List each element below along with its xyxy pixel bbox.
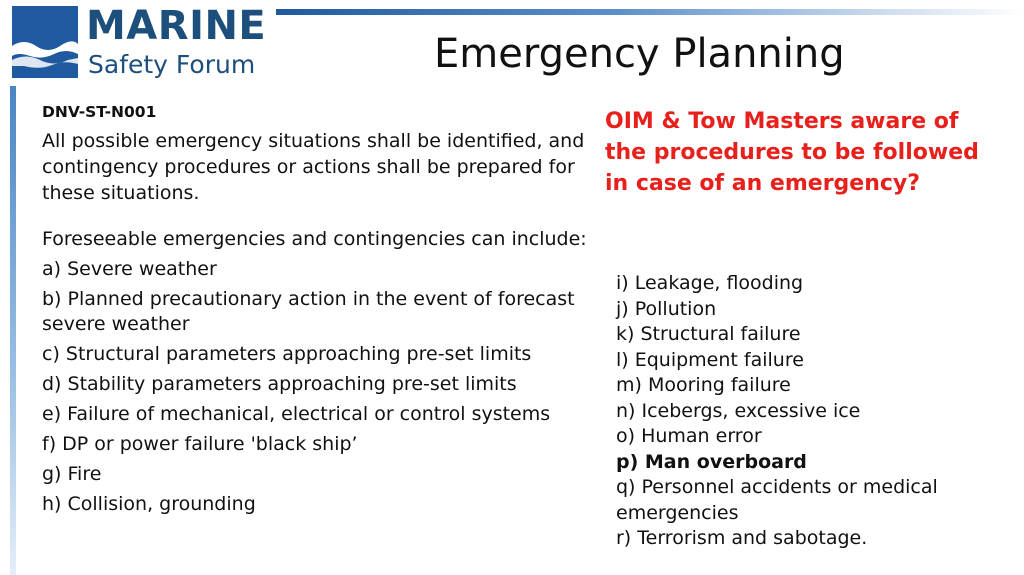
contingency-list-right (616, 271, 1016, 552)
list-item: f) DP or power failure 'black ship’ (42, 433, 358, 455)
list-item: h) Collision, grounding (42, 493, 256, 515)
list-item: l) Equipment failure (616, 348, 804, 371)
list-item: c) Structural parameters approaching pre-set limits (42, 343, 532, 365)
requirement-text: All possible emergency situations shall be identified, and contingency procedures or actions shall be prepared for these situations. (42, 130, 585, 204)
list-item: i) Leakage, flooding (616, 272, 804, 294)
list-item: b) Planned precautionary action in the event of forecast severe weather (42, 288, 575, 335)
list-item-highlighted: p) Man overboard (616, 450, 807, 473)
wave-logo-icon (12, 6, 78, 78)
contingency-list-left (42, 257, 587, 517)
marine-safety-forum-logo (12, 4, 274, 84)
list-item: g) Fire (42, 463, 102, 485)
contingencies-intro: Foreseeable emergencies and contingencies can include: (42, 228, 587, 250)
list-item: k) Structural failure (616, 323, 801, 345)
list-item: r) Terrorism and sabotage. (616, 527, 868, 549)
list-item: m) Mooring failure (616, 374, 791, 396)
slide-title: Emergency Planning (434, 31, 845, 77)
list-item: e) Failure of mechanical, electrical or control systems (42, 403, 551, 425)
left-accent-bar (10, 86, 16, 575)
list-item: q) Personnel accidents or medical emergencies (616, 476, 938, 524)
list-item: d) Stability parameters approaching pre-set limits (42, 373, 517, 395)
list-item: a) Severe weather (42, 258, 217, 280)
key-question: OIM & Tow Masters aware of the procedures to be followed in case of an emergency? (605, 109, 979, 196)
logo-text-safety-forum: Safety Forum (88, 50, 256, 79)
left-column (42, 100, 587, 517)
list-item: j) Pollution (616, 297, 717, 320)
list-item: n) Icebergs, excessive ice (616, 399, 861, 422)
header-accent-bar (276, 9, 1024, 15)
logo-text-marine: MARINE (86, 3, 267, 49)
list-item: o) Human error (616, 425, 762, 447)
standard-reference: DNV-ST-N001 (42, 103, 157, 121)
